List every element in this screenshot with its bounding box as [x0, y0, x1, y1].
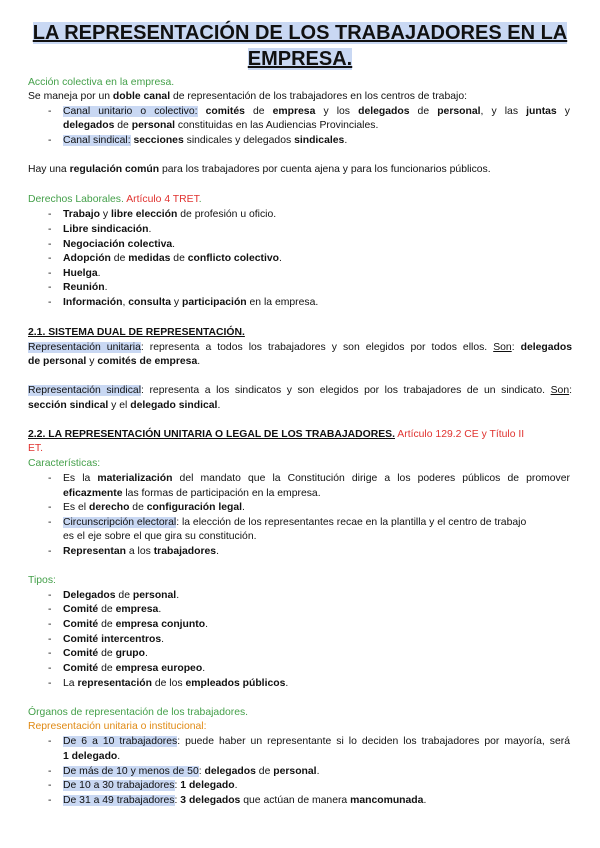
bullet-dash: - — [48, 135, 52, 146]
bullet-dash: - — [48, 224, 52, 235]
section-heading-organos: Órganos de representación de los trabajadores. — [28, 707, 249, 718]
caracteristica-derecho: Es el derecho de configuración legal. — [63, 502, 245, 513]
derecho-libre-sindicacion: Libre sindicación. — [63, 224, 152, 235]
bullet-dash: - — [48, 780, 52, 791]
bullet-dash: - — [48, 634, 52, 645]
paragraph-rep-sindical: Representación sindical: representa a los sindicatos y son elegidos por los trabajadores de un sindicato. Son: — [28, 385, 572, 396]
bullet-dash: - — [48, 663, 52, 674]
bullet-dash: - — [48, 239, 52, 250]
section-heading-accion: Acción colectiva en la empresa. — [28, 77, 175, 88]
bullet-dash: - — [48, 282, 52, 293]
paragraph-rep-unitaria-cont: de personal y comités de empresa. — [28, 356, 201, 367]
bullet-dash: - — [48, 604, 52, 615]
bullet-canal-unitario-cont: delegados de personal constituidas en las Audiencias Provinciales. — [63, 120, 379, 131]
document-title-line1: LA REPRESENTACIÓN DE LOS TRABAJADORES EN LA — [32, 22, 568, 44]
tipo-comite-europeo: Comité de empresa europeo. — [63, 663, 206, 674]
derecho-trabajo: Trabajo y libre elección de profesión u oficio. — [63, 209, 277, 220]
tipo-comite-grupo: Comité de grupo. — [63, 648, 148, 659]
subheading-tipos: Tipos: — [28, 575, 56, 586]
caracteristica-materializacion-cont: eficazmente las formas de participación en la empresa. — [63, 488, 321, 499]
tipo-comite-intercentros: Comité intercentros. — [63, 634, 165, 645]
bullet-dash: - — [48, 517, 52, 528]
bullet-dash: - — [48, 766, 52, 777]
bullet-canal-sindical: Canal sindical: secciones sindicales y delegados sindicales. — [63, 135, 348, 146]
paragraph-rep-unitaria: Representación unitaria: representa a todos los trabajadores y son elegidos por todos ellos. Son: delegados — [28, 342, 572, 353]
bullet-dash: - — [48, 678, 52, 689]
tipo-empleados-publicos: La representación de los empleados públicos. — [63, 678, 289, 689]
bullet-dash: - — [48, 473, 52, 484]
tipo-comite-empresa: Comité de empresa. — [63, 604, 162, 615]
bullet-dash: - — [48, 736, 52, 747]
bullet-dash: - — [48, 546, 52, 557]
bullet-dash: - — [48, 502, 52, 513]
bullet-dash: - — [48, 590, 52, 601]
bullet-dash: - — [48, 297, 52, 308]
caracteristica-circunscripcion-cont: es el eje sobre el que gira su constitución. — [63, 531, 257, 542]
organo-10-30: De 10 a 30 trabajadores: 1 delegado. — [63, 780, 238, 791]
bullet-dash: - — [48, 619, 52, 630]
bullet-dash: - — [48, 795, 52, 806]
section-heading-rep-unitaria-ref: ET. — [28, 443, 44, 454]
tipo-comite-empresa-conjunto: Comité de empresa conjunto. — [63, 619, 208, 630]
bullet-dash: - — [48, 268, 52, 279]
derecho-conflicto-colectivo: Adopción de medidas de conflicto colectivo. — [63, 253, 282, 264]
subheading-caracteristicas: Características: — [28, 458, 101, 469]
organo-10-50: De más de 10 y menos de 50: delegados de personal. — [63, 766, 320, 777]
derecho-reunion: Reunión. — [63, 282, 108, 293]
section-heading-derechos: Derechos Laborales. Artículo 4 TRET. — [28, 194, 202, 205]
tipo-delegados-personal: Delegados de personal. — [63, 590, 180, 601]
bullet-dash: - — [48, 253, 52, 264]
organo-6-10-cont: 1 delegado. — [63, 751, 121, 762]
section-heading-sistema-dual: 2.1. SISTEMA DUAL DE REPRESENTACIÓN. — [28, 327, 245, 338]
bullet-canal-unitario: Canal unitario o colectivo: comités de empresa y los delegados de personal, y las juntas y — [63, 106, 570, 117]
caracteristica-circunscripcion: Circunscripción electoral: la elección de los representantes recae en la plantilla y el centro de trabajo — [63, 517, 527, 528]
paragraph-doble-canal: Se maneja por un doble canal de representación de los trabajadores en los centros de trabajo: — [28, 91, 467, 102]
paragraph-regulacion: Hay una regulación común para los trabajadores por cuenta ajena y para los funcionarios públicos. — [28, 164, 491, 175]
organo-6-10: De 6 a 10 trabajadores: puede haber un representante si lo deciden los trabajadores por mayoría, será — [63, 736, 570, 747]
bullet-dash: - — [48, 648, 52, 659]
paragraph-rep-sindical-cont: sección sindical y el delegado sindical. — [28, 400, 221, 411]
derecho-huelga: Huelga. — [63, 268, 101, 279]
derecho-informacion: Información, consulta y participación en la empresa. — [63, 297, 319, 308]
bullet-dash: - — [48, 209, 52, 220]
organo-31-49: De 31 a 49 trabajadores: 3 delegados que actúan de manera mancomunada. — [63, 795, 427, 806]
section-heading-rep-unitaria: 2.2. LA REPRESENTACIÓN UNITARIA O LEGAL DE LOS TRABAJADORES. Artículo 129.2 CE y Título II — [28, 429, 525, 440]
caracteristica-materializacion: Es la materialización del mandato que la Constitución dirige a los poderes públicos de promover — [63, 473, 570, 484]
caracteristica-representan: Representan a los trabajadores. — [63, 546, 219, 557]
bullet-dash: - — [48, 106, 52, 117]
document-title-line2: EMPRESA. — [247, 48, 353, 70]
derecho-negociacion-colectiva: Negociación colectiva. — [63, 239, 176, 250]
subheading-rep-institucional: Representación unitaria o institucional: — [28, 721, 207, 732]
